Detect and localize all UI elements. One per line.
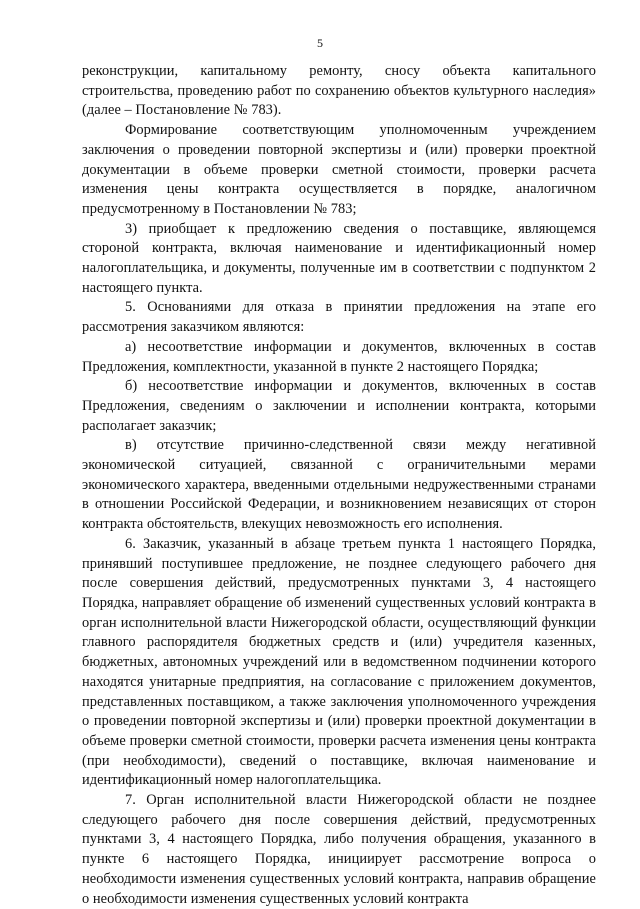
- paragraph-point-6: 6. Заказчик, указанный в абзаце третьем пункта 1 настоящего Порядка, принявший поступившее предложение, не позднее следующего рабочего дня после совершения действий, предусмотренных пунктами 3, 4 настоящего Порядка, направляет обращение об изменений существенных условий контракта в орган исполнительной власти Нижегородской области, осуществляющий функции главного распорядителя бюджетных средств и (или) учредителя казенных, бюджетных, автономных учреждений или в ведомственном подчинении которого находятся унитарные предприятия, на согласование с приложением документов, представленных поставщиком, а также заключения уполномоченного учреждения о проведении повторной экспертизы и (или) проверки проектной документации в объеме проверки сметной стоимости, проверки расчета изменения цены контракта (при необходимости), сведений о поставщике, включая наименование и идентификационный номер налогоплательщика.: [82, 535, 596, 789]
- paragraph-subitem-v: в) отсутствие причинно-следственной связи между негативной экономической ситуацией, связанной с ограничительными мерами экономического характера, введенными отдельными недружественными странами в отношении Российской Федерации, и возникновением независящих от сторон контракта обстоятельств, влекущих невозможность его исполнения.: [82, 437, 596, 533]
- paragraph-continuation: реконструкции, капитальному ремонту, сносу объекта капитального строительства, проведению работ по сохранению объектов культурного наследия» (далее – Постановление № 783).: [82, 63, 596, 119]
- paragraph-subitem-b: б) несоответствие информации и документов, включенных в состав Предложения, сведениям о заключении и исполнении контракта, которыми располагает заказчик;: [82, 378, 596, 434]
- paragraph-item-3: 3) приобщает к предложению сведения о поставщике, являющемся стороной контракта, включая наименование и идентификационный номер налогоплательщика, и документы, полученные им в соответствии с подпунктом 2 настоящего пункта.: [82, 220, 596, 296]
- paragraph-point-5: 5. Основаниями для отказа в принятии предложения на этапе его рассмотрения заказчиком являются:: [82, 299, 596, 336]
- paragraph-subitem-a: а) несоответствие информации и документов, включенных в состав Предложения, комплектности, указанной в пункте 2 настоящего Порядка;: [82, 338, 596, 375]
- page-number: 5: [317, 36, 323, 50]
- paragraph-point-7: 7. Орган исполнительной власти Нижегородской области не позднее следующего рабочего дня после совершения действий, предусмотренных пунктами 3, 4 настоящего Порядка, либо получения обращения, указанного в пункте 6 настоящего Порядка, инициирует рассмотрение вопроса о необходимости изменения существенных условий контракта, направив обращение о необходимости изменения существенных условий контракта: [82, 792, 596, 907]
- document-body: [82, 62, 596, 909]
- paragraph-formation: Формирование соответствующим уполномоченным учреждением заключения о проведении повторной экспертизы и (или) проверки проектной документации в объеме проверки сметной стоимости, проверки расчета изменения цены контракта осуществляется в порядке, аналогичном предусмотренному в Постановлении № 783;: [82, 122, 596, 217]
